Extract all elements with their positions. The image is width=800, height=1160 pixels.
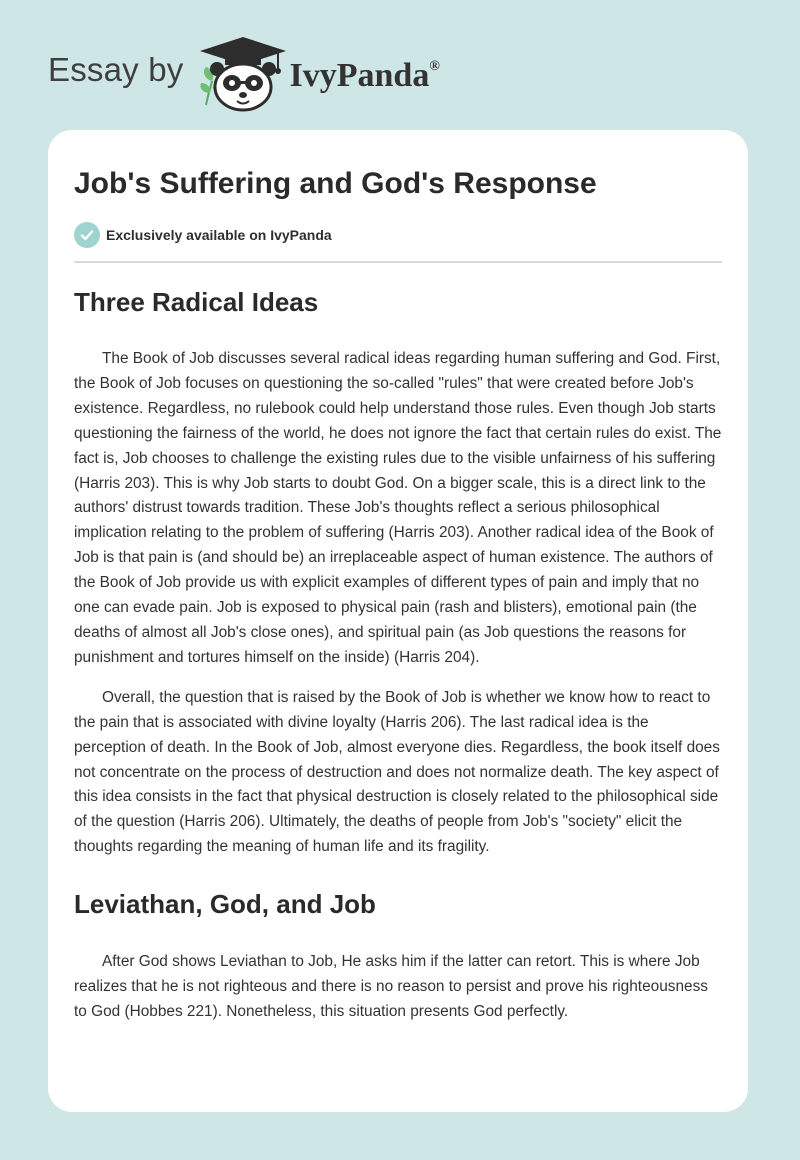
essay-card — [48, 130, 748, 1112]
registered-mark: ® — [429, 59, 440, 74]
essay-content — [74, 280, 724, 1025]
site-header — [48, 34, 440, 114]
panda-logo-icon[interactable] — [198, 35, 288, 113]
brand-name[interactable]: IvyPanda® — [289, 57, 440, 94]
section-heading: Three Radical Ideas — [74, 287, 319, 317]
essay-by-label: Essay by — [48, 51, 184, 88]
essay-title: Job's Suffering and God's Response — [74, 167, 597, 200]
header-divider — [74, 261, 722, 263]
check-circle-icon — [74, 222, 100, 248]
exclusive-badge — [74, 222, 332, 248]
paragraph: Overall, the question that is raised by the Book of Job is whether we know how to react to the pain that is associated with divine loyalty (Harris 206). The last radical idea is the perception of death. In the Book of Job, almost everyone dies. Regardless, the book itself does not concentrate on the process of destruction and does not normalize death. The key aspect of this idea consists in the fact that physical destruction is closely related to the philosophical side of the question (Harris 206). Ultimately, the deaths of people from Job's "society" elicit the thoughts regarding the meaning of human life and its fragility. — [74, 688, 720, 856]
section-heading: Leviathan, God, and Job — [74, 889, 376, 920]
exclusive-label: Exclusively available on IvyPanda — [106, 227, 332, 243]
paragraph: After God shows Leviathan to Job, He asks him if the latter can retort. This is where Job realizes that he is not righteous and there is no reason to persist and prove his righteousness to God (Hobbes 221). Nonetheless, this situation presents God perfectly. — [74, 953, 708, 1020]
paragraph: The Book of Job discusses several radical ideas regarding human suffering and God. First, the Book of Job focuses on questioning the so-called "rules" that were created before Job's existence. Regardless, no rulebook could help understand those rules. Even though Job starts questioning the fairness of the world, he does not ignore the fact that certain rules do exist. The fact is, Job chooses to challenge the existing rules due to the visible unfairness of his suffering (Harris 203). This is why Job starts to doubt God. On a bigger scale, this is a direct link to the authors' distrust towards tradition. These Job's thoughts reflect a serious philosophical implication relating to the problem of suffering (Harris 203). Another radical idea of the Book of Job is that pain is (and should be) an irreplaceable aspect of human existence. The authors of the Book of Job provide us with explicit examples of different types of pain and imply that no one can evade pain. Job is exposed to physical pain (rash and blisters), emotional pain (the deaths of almost all Job's close ones), and spiritual pain (as Job questions the reasons for punishment and tortures himself on the inside) (Harris 204). — [74, 350, 722, 666]
